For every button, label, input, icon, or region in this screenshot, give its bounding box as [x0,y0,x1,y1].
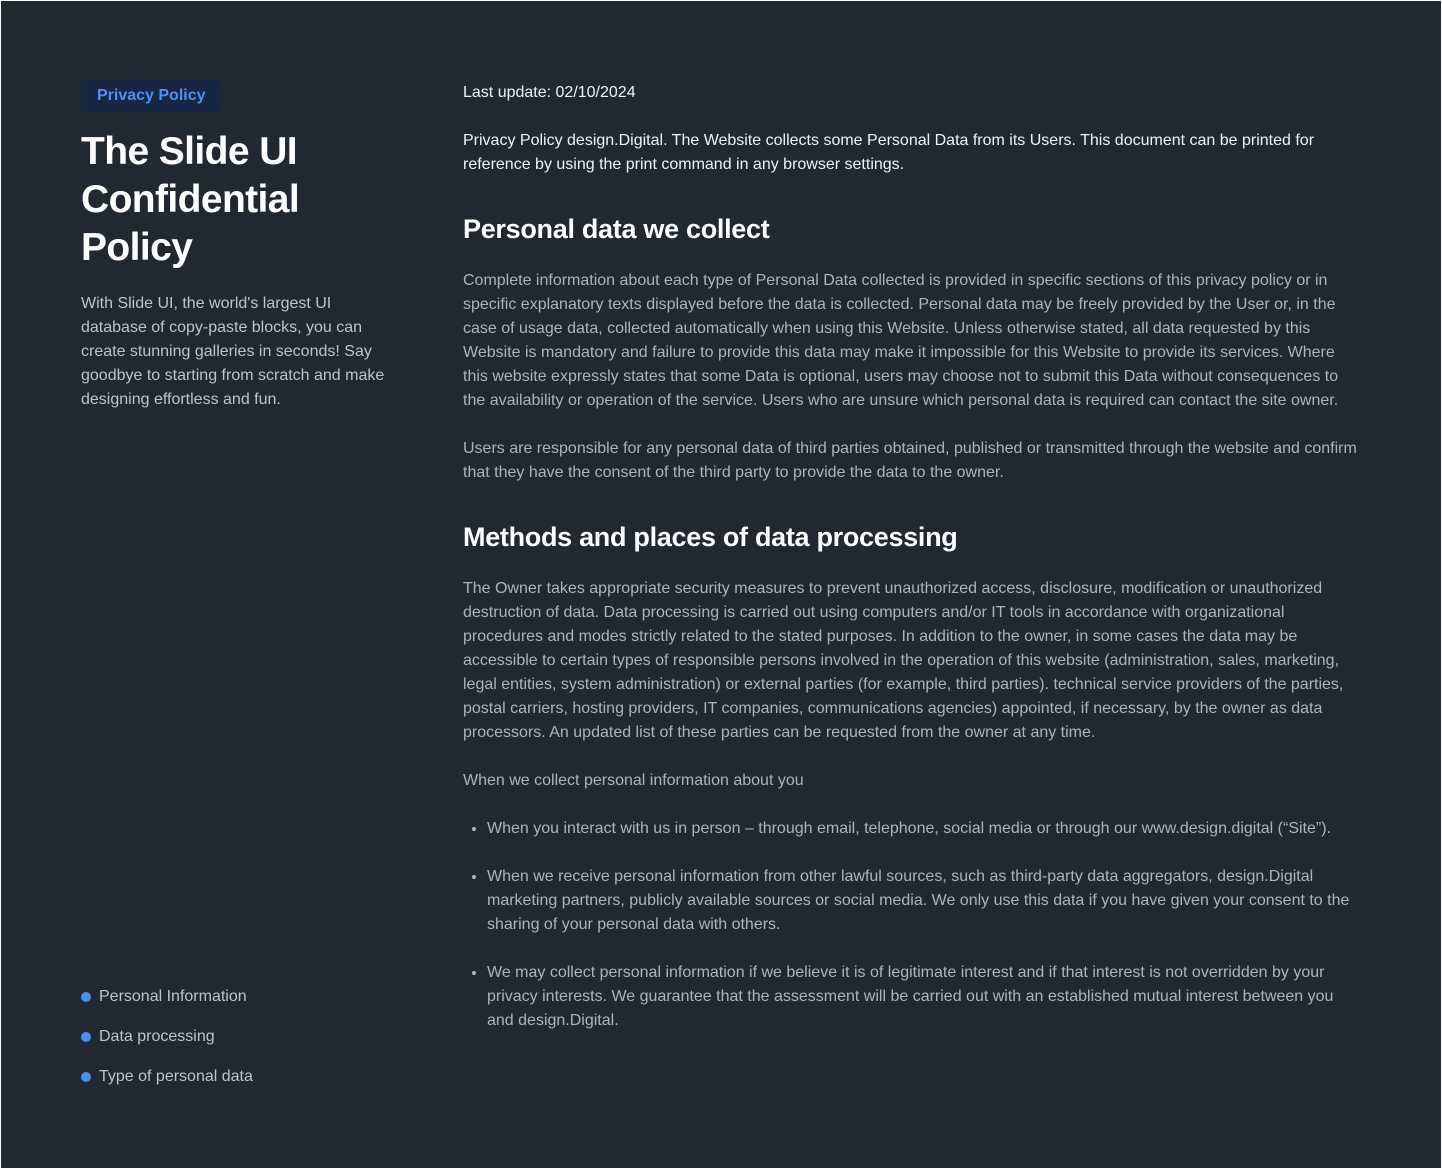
bullet-dot-icon [81,1032,91,1042]
section-heading: Methods and places of data processing [463,522,958,552]
list-item: • When you interact with us in person – through email, telephone, social media or through our www.design.digital (“Site”). [487,817,1363,841]
nav-item-data-processing[interactable] [81,1025,253,1049]
list-item: • We may collect personal information if we believe it is of legitimate interest and if that interest is not overridden by your privacy interests. We guarantee that the assessment will be carried out with an established mutual interest between you and design.Digital. [487,961,1363,1033]
section-paragraph: Users are responsible for any personal data of third parties obtained, published or transmitted through the website and confirm that they have the consent of the third party to provide the data to the owner. [463,440,1357,481]
lead-paragraph: Privacy Policy design.Digital. The Website collects some Personal Data from its Users. This document can be printed for reference by using the print command in any browser settings. [463,132,1315,173]
section-personal-data [463,209,1363,485]
nav-item-type-of-personal-data[interactable] [81,1065,253,1089]
section-data-processing [463,517,1363,1033]
section-paragraph: The Owner takes appropriate security measures to prevent unauthorized access, disclosure, modification or unauthorized destruction of data. Data processing is carried out using computers and/or IT tools in accordance with organizational procedures and modes strictly related to the stated purposes. In addition to the owner, in some cases the data may be accessible to certain types of responsible persons involved in the operation of this website (administration, sales, marketing, legal entities, system administration) or external parties (for example, third parties). technical service providers of the parties, postal carriers, hosting providers, IT companies, communications agencies) appointed, if necessary, by the owner as data processors. An updated list of these parties can be requested from the owner at any time. [463,580,1344,741]
privacy-policy-badge: Privacy Policy [81,80,222,112]
intro-description: With Slide UI, the world's largest UI database of copy-paste blocks, you can create stunning galleries in seconds! Say goodbye to starting from scratch and make designing effortless and fun. [81,295,385,408]
last-update: Last update: 02/10/2024 [463,84,636,101]
nav-item-label: Personal Information [99,988,247,1005]
nav-item-label: Data processing [99,1028,215,1045]
collection-bullets [463,817,1363,1033]
policy-content [463,81,1363,1057]
bullet-dot-icon [81,1072,91,1082]
section-paragraph: Complete information about each type of Personal Data collected is provided in specific sections of this privacy policy or in specific explanatory texts displayed before the data is collected. Personal data may be freely provided by the User or, in the case of usage data, collected automatically when using this Website. Unless otherwise stated, all data requested by this Website is mandatory and failure to provide this data may make it impossible for this Website to provide its services. Where this website expressly states that some Data is optional, users may choose not to submit this Data without consequences to the availability or operation of the service. Users who are unsure which personal data is required can contact the site owner. [463,272,1339,409]
bullet-dot-icon [81,992,91,1002]
section-nav [81,985,253,1105]
sidebar [81,80,401,1110]
page-title: The Slide UI Confidential Policy [81,130,300,269]
section-heading: Personal data we collect [463,214,770,244]
nav-item-label: Type of personal data [99,1068,253,1085]
nav-item-personal-information[interactable] [81,985,253,1009]
section-paragraph: When we collect personal information about you [463,772,804,789]
privacy-policy-page [1,1,1441,1168]
list-item: • When we receive personal information from other lawful sources, such as third-party data aggregators, design.Digital marketing partners, publicly available sources or social media. We only use this data if you have given your consent to the sharing of your personal data with others. [487,865,1363,937]
